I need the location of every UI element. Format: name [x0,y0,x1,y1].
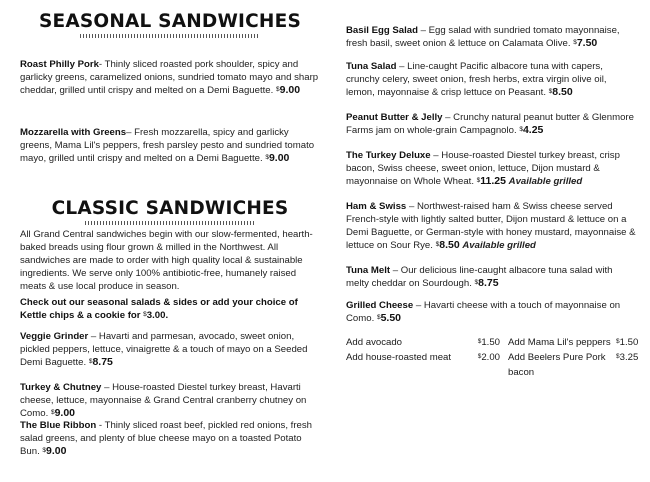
addon-price: $3.25 [616,352,639,363]
item-desc: – Northwest-raised ham & Swiss cheese served French-style with lightly salted butter, Dijon mustard & lettuce on a Demi Baguette, or German-style with honey mustard, mayonnaise & lettuce on Sour Rye. [346,201,636,251]
item-name: Ham & Swiss [346,201,407,212]
item-name: Turkey & Chutney [20,382,102,393]
item-desc: – Fresh mozzarella, spicy and garlicky greens, Mama Lil's peppers, fresh parsley pesto and sundried tomato mayo, grilled until crispy and melted on a Demi Baguette. [20,127,315,164]
addon-price: $1.50 [477,337,500,348]
item-desc: – Crunchy natural peanut butter & Glenmore Farms jam on whole-grain Campagnolo. [346,112,634,136]
addon-row [346,335,638,350]
item-price: 9.00 [279,84,301,96]
promo: Check out our seasonal salads & sides or add your choice of Kettle chips & a cookie for $3.00. [20,297,298,321]
item-desc: – Egg salad with sundried tomato mayonnaise, fresh basil, sweet onion & lettuce on Calamata Olive. [346,25,620,49]
item-name: Grilled Cheese [346,300,414,311]
item-name: Veggie Grinder [20,331,89,342]
item-name: The Blue Ribbon [20,420,97,431]
menu-item-turkey-chutney: Turkey & Chutney – House-roasted Diestel turkey breast, Havarti cheese, lettuce, mayonnaise & Grand Central cranberry chutney on Como. $9.00 [20,382,307,419]
heading-rule [80,34,260,38]
item-name: Roast Philly Pork [20,59,99,70]
item-note: Available grilled [508,176,583,187]
menu-item-tuna-melt: Tuna Melt – Our delicious line-caught albacore tuna salad with melty cheddar on Sourdough. $8.75 [346,265,613,289]
item-name: Basil Egg Salad [346,25,418,36]
item-price: 8.75 [92,356,113,368]
item-price: 9.00 [54,407,75,419]
menu-item-basil-egg-salad: Basil Egg Salad – Egg salad with sundried tomato mayonnaise, fresh basil, sweet onion & lettuce on Calamata Olive. $7.50 [346,25,620,49]
menu-item-pbj: Peanut Butter & Jelly – Crunchy natural peanut butter & Glenmore Farms jam on whole-grain Campagnolo. $4.25 [346,112,634,136]
intro-text: All Grand Central sandwiches begin with our slow-fermented, hearth-baked breads using flour grown & milled in the Northwest. All sandwiches are made to order with high quality local & sustainable ingredients. We serve only 100% antibiotic-free, humanely raised meats & use local produce in season. [20,229,313,292]
menu-item-ham-swiss: Ham & Swiss – Northwest-raised ham & Swiss cheese served French-style with lightly salted butter, Dijon mustard & lettuce on a Demi Baguette, or German-style with honey mustard, mayonnaise & lettuce on Sour Rye. $8.50 Available grilled [346,201,636,251]
item-price: 9.00 [46,445,67,457]
classic-intro [20,228,320,293]
item-desc: - Thinly sliced roast beef, pickled red onions, fresh salad greens, and plenty of blue cheese mayo on a toasted Potato Bun. [20,420,313,457]
menu-item-veggie-grinder: Veggie Grinder – Havarti and parmesan, avocado, sweet onion, pickled peppers, lettuce, vinaigrette & a touch of mayo on a Seeded Demi Baguette. $8.75 [20,331,308,368]
addons-table [346,335,638,380]
addon-label: Add house-roasted meat [346,352,452,363]
item-desc: – Havarti cheese with a touch of mayonnaise on Como. [346,300,621,324]
item-desc: – House-roasted Diestel turkey breast, crisp bacon, Swiss cheese, sweet onion, lettuce, Dijon mustard & mayonnaise on Whole Wheat. [346,150,620,187]
menu-item-grilled-cheese: Grilled Cheese – Havarti cheese with a touch of mayonnaise on Como. $5.50 [346,300,621,324]
item-name: Mozzarella with Greens [20,127,127,138]
menu-item-turkey-deluxe: The Turkey Deluxe – House-roasted Diestel turkey breast, crisp bacon, Swiss cheese, sweet onion, lettuce, Dijon mustard & mayonnaise on Whole Wheat. $11.25 Available grilled [346,150,620,187]
item-desc: – Our delicious line-caught albacore tuna salad with melty cheddar on Sourdough. [346,265,613,289]
menu-item-mozzarella-with-greens: Mozzarella with Greens– Fresh mozzarella, spicy and garlicky greens, Mama Lil's peppers, fresh parsley pesto and sundried tomato mayo, grilled until crispy and melted on a Demi Baguette. $9.00 [20,127,315,164]
addon-price: $2.00 [477,352,500,363]
addon-label: Add Mama Lil's peppers [508,337,611,348]
item-name: Tuna Salad [346,61,397,72]
classic-heading: CLASSIC SANDWICHES [51,198,289,219]
menu-item-tuna-salad: Tuna Salad – Line-caught Pacific albacore tuna with capers, crunchy celery, sweet onion, fresh herbs, extra virgin olive oil, lemon, mayonnaise & crisp lettuce on Peasant. $8.50 [346,61,607,98]
addon-row [346,350,638,380]
item-note: Available grilled [462,240,536,251]
item-price: 5.50 [380,312,401,324]
item-name: Peanut Butter & Jelly [346,112,443,123]
item-price: 8.50 [552,86,573,98]
heading-rule [85,221,255,225]
item-price: 11.25 [480,175,506,187]
item-price: 7.50 [576,37,598,49]
addon-price: $1.50 [616,337,639,348]
addon-label: Add Beelers Pure Pork bacon [508,352,606,378]
item-price: 9.00 [268,152,290,164]
item-desc: – House-roasted Diestel turkey breast, Havarti cheese, lettuce, mayonnaise & Grand Central cranberry chutney on Como. [20,382,307,419]
item-price: 8.50 [439,239,460,251]
item-name: The Turkey Deluxe [346,150,431,161]
addon-label: Add avocado [346,337,403,348]
item-price: 4.25 [522,124,544,136]
item-desc: – Line-caught Pacific albacore tuna with capers, crunchy celery, sweet onion, fresh herbs, extra virgin olive oil, lemon, mayonnaise & crisp lettuce on Peasant. [346,61,607,98]
item-price: 8.75 [478,277,499,289]
promo-text: Check out our seasonal salads & sides or add your choice of Kettle chips & a cookie for [20,297,298,321]
menu-item-blue-ribbon: The Blue Ribbon - Thinly sliced roast beef, pickled red onions, fresh salad greens, and plenty of blue cheese mayo on a toasted Potato Bun. $9.00 [20,420,313,457]
seasonal-heading: SEASONAL SANDWICHES [39,11,301,32]
item-desc: – Havarti and parmesan, avocado, sweet onion, pickled peppers, lettuce, vinaigrette & a touch of mayo on a Seeded Demi Baguette. [20,331,308,368]
menu-item-roast-philly-pork: Roast Philly Pork- Thinly sliced roasted pork shoulder, spicy and garlicky greens, caramelized onions, sundried tomato mayo and sharp cheddar, grilled until crispy and melted on a Demi Baguette. $9.00 [20,59,319,96]
item-name: Tuna Melt [346,265,391,276]
item-desc: - Thinly sliced roasted pork shoulder, spicy and garlicky greens, caramelized onions, sundried tomato mayo and sharp cheddar, grilled until crispy and melted on a Demi Baguette. [20,59,319,96]
promo-price: 3.00. [146,310,169,321]
